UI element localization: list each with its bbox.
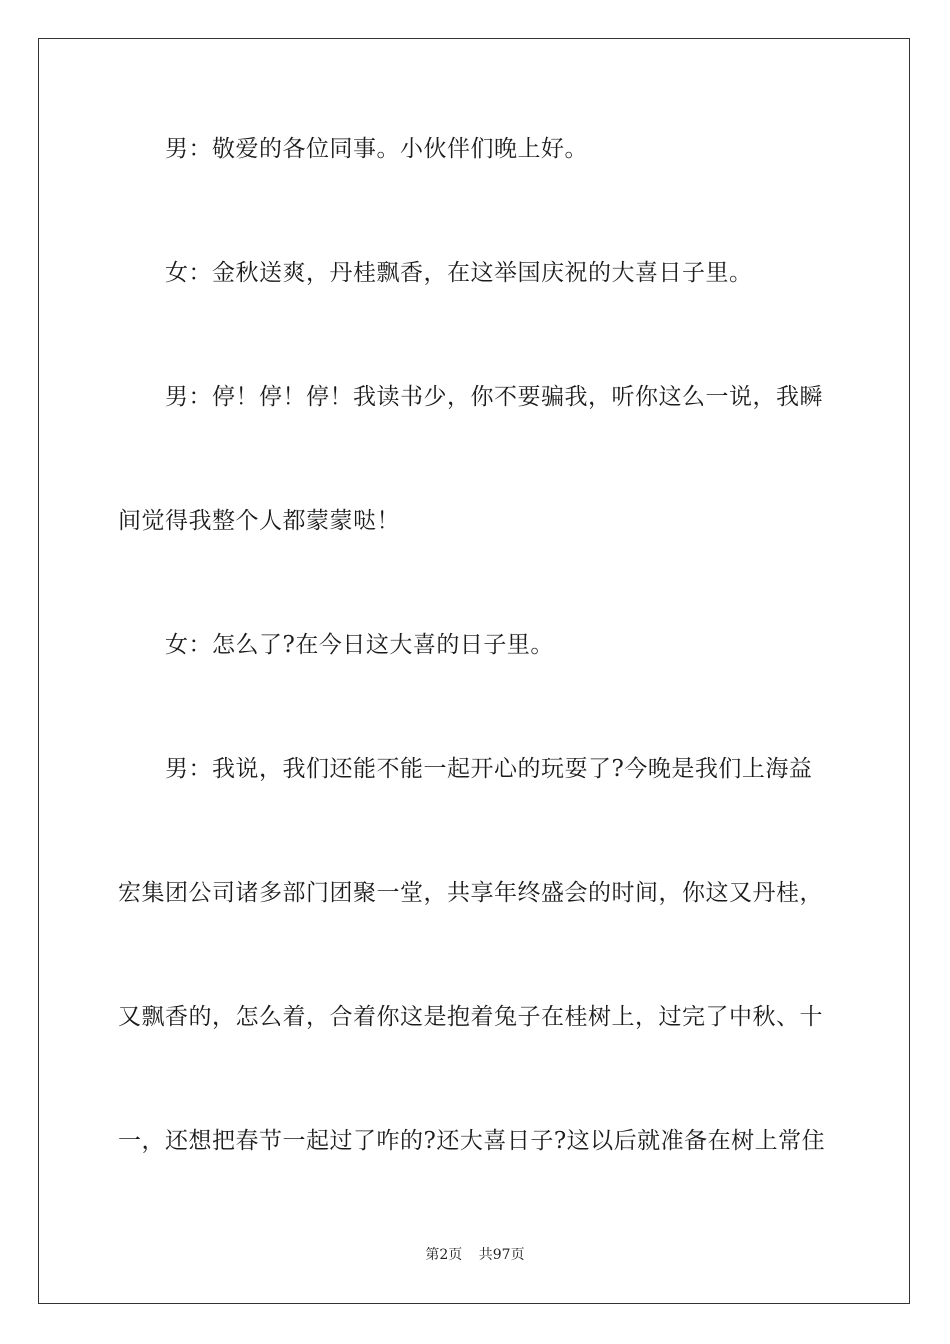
paragraph-line: 又飘香的，怎么着，合着你这是抱着兔子在桂树上，过完了中秋、十 xyxy=(118,1004,823,1030)
page-number: 第2页 xyxy=(425,1247,463,1263)
paragraph-line: 男：敬爱的各位同事。小伙伴们晚上好。 xyxy=(165,136,588,162)
page-border xyxy=(38,38,910,1304)
paragraph-line: 宏集团公司诸多部门团聚一堂，共享年终盛会的时间，你这又丹桂， xyxy=(118,880,823,906)
paragraph-line: 女：金秋送爽，丹桂飘香，在这举国庆祝的大喜日子里。 xyxy=(165,260,753,286)
paragraph-line: 间觉得我整个人都蒙蒙哒！ xyxy=(118,508,400,534)
paragraph-line: 男：停！停！停！我读书少，你不要骗我，听你这么一说，我瞬 xyxy=(165,384,823,410)
paragraph-line: 一，还想把春节一起过了咋的?还大喜日子?这以后就准备在树上常住 xyxy=(118,1128,826,1154)
page-total: 共97页 xyxy=(478,1247,525,1263)
paragraph-line: 男：我说，我们还能不能一起开心的玩耍了?今晚是我们上海益 xyxy=(165,756,813,782)
paragraph-line: 女：怎么了?在今日这大喜的日子里。 xyxy=(165,632,554,658)
page-footer xyxy=(0,1245,950,1265)
